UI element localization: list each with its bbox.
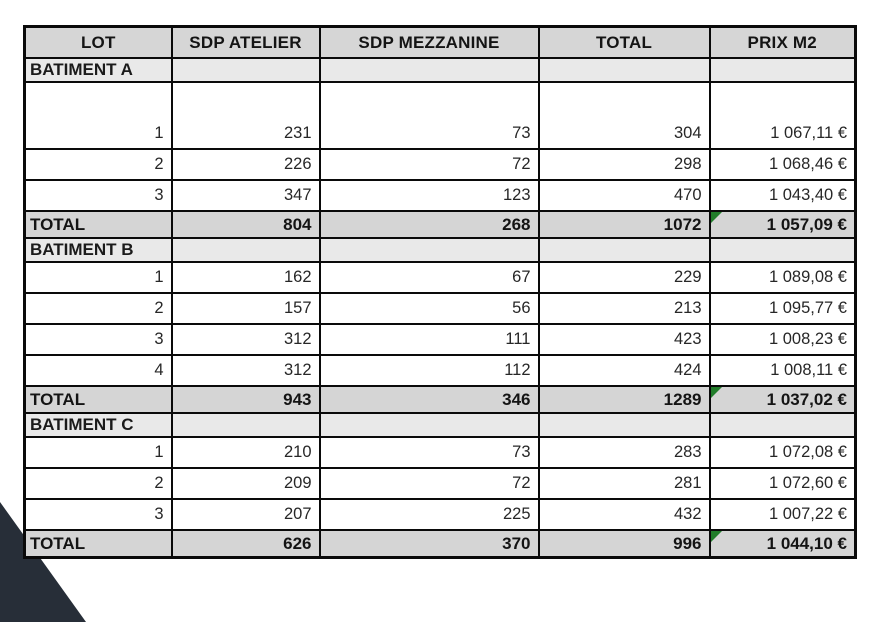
- sdp-atelier-cell: 231: [172, 82, 320, 149]
- sdp-mezzanine-cell: 73: [320, 437, 539, 468]
- sdp-mezzanine-cell: 346: [320, 386, 539, 413]
- data-row: [25, 149, 856, 180]
- sdp-mezzanine-cell: 225: [320, 499, 539, 530]
- prix-m2-value: 1 057,09 €: [766, 214, 847, 234]
- prix-m2-cell: [710, 262, 856, 293]
- column-header-sdp-mezzanine: SDP MEZZANINE: [320, 27, 539, 59]
- data-row: [25, 355, 856, 386]
- lot-cell: 3: [25, 180, 172, 211]
- lot-cell: 1: [25, 82, 172, 149]
- total-cell: 229: [539, 262, 710, 293]
- empty-cell: [320, 58, 539, 82]
- prix-m2-cell: [710, 180, 856, 211]
- total-cell: 298: [539, 149, 710, 180]
- error-indicator-icon: [711, 387, 722, 398]
- error-indicator-icon: [711, 531, 722, 542]
- total-row: [25, 386, 856, 413]
- total-cell: 283: [539, 437, 710, 468]
- data-row: [25, 82, 856, 149]
- section-label: BATIMENT A: [25, 58, 172, 82]
- prix-m2-value: 1 072,08 €: [769, 443, 847, 461]
- column-header-prix-m2: PRIX M2: [710, 27, 856, 59]
- error-indicator-icon: [711, 212, 722, 223]
- sdp-atelier-cell: 209: [172, 468, 320, 499]
- sdp-mezzanine-cell: 56: [320, 293, 539, 324]
- total-cell: 1072: [539, 211, 710, 238]
- sdp-atelier-cell: 943: [172, 386, 320, 413]
- total-label: TOTAL: [25, 530, 172, 558]
- total-label: TOTAL: [25, 386, 172, 413]
- prix-m2-value: 1 044,10 €: [766, 533, 847, 553]
- prix-m2-value: 1 008,11 €: [770, 361, 847, 379]
- prix-m2-cell: [710, 386, 856, 413]
- column-header-sdp-atelier: SDP ATELIER: [172, 27, 320, 59]
- section-row: [25, 413, 856, 437]
- data-row: [25, 499, 856, 530]
- empty-cell: [172, 58, 320, 82]
- prix-m2-cell: [710, 149, 856, 180]
- data-row: [25, 293, 856, 324]
- empty-cell: [320, 413, 539, 437]
- data-row: [25, 437, 856, 468]
- lot-cell: 4: [25, 355, 172, 386]
- sdp-atelier-cell: 162: [172, 262, 320, 293]
- prix-m2-cell: [710, 437, 856, 468]
- sdp-atelier-cell: 312: [172, 355, 320, 386]
- total-row: [25, 530, 856, 558]
- empty-cell: [539, 238, 710, 262]
- column-header-lot: LOT: [25, 27, 172, 59]
- prix-m2-cell: [710, 499, 856, 530]
- prix-m2-value: 1 072,60 €: [769, 474, 847, 492]
- sdp-atelier-cell: 157: [172, 293, 320, 324]
- lot-cell: 3: [25, 499, 172, 530]
- lot-cell: 3: [25, 324, 172, 355]
- section-row: [25, 238, 856, 262]
- total-cell: 213: [539, 293, 710, 324]
- sdp-atelier-cell: 626: [172, 530, 320, 558]
- total-cell: 304: [539, 82, 710, 149]
- data-row: [25, 262, 856, 293]
- sdp-atelier-cell: 312: [172, 324, 320, 355]
- prix-m2-cell: [710, 355, 856, 386]
- prix-m2-cell: [710, 468, 856, 499]
- prix-m2-value: 1 043,40 €: [769, 186, 847, 204]
- total-row: [25, 211, 856, 238]
- empty-cell: [172, 238, 320, 262]
- section-label: BATIMENT C: [25, 413, 172, 437]
- prix-m2-cell: [710, 211, 856, 238]
- prix-m2-value: 1 037,02 €: [766, 389, 847, 409]
- sdp-mezzanine-cell: 67: [320, 262, 539, 293]
- empty-cell: [320, 238, 539, 262]
- column-header-total: TOTAL: [539, 27, 710, 59]
- total-cell: 996: [539, 530, 710, 558]
- lot-cell: 2: [25, 149, 172, 180]
- sdp-atelier-cell: 804: [172, 211, 320, 238]
- prix-m2-cell: [710, 324, 856, 355]
- section-row: [25, 58, 856, 82]
- sdp-mezzanine-cell: 72: [320, 149, 539, 180]
- sdp-mezzanine-cell: 268: [320, 211, 539, 238]
- prix-m2-value: 1 095,77 €: [769, 299, 847, 317]
- sdp-mezzanine-cell: 112: [320, 355, 539, 386]
- header-row: [25, 27, 856, 59]
- data-row: [25, 180, 856, 211]
- prix-m2-cell: [710, 530, 856, 558]
- empty-cell: [172, 413, 320, 437]
- total-cell: 470: [539, 180, 710, 211]
- section-label: BATIMENT B: [25, 238, 172, 262]
- total-cell: 432: [539, 499, 710, 530]
- sdp-atelier-cell: 347: [172, 180, 320, 211]
- data-row: [25, 324, 856, 355]
- sdp-mezzanine-cell: 370: [320, 530, 539, 558]
- total-cell: 1289: [539, 386, 710, 413]
- sdp-mezzanine-cell: 123: [320, 180, 539, 211]
- prix-m2-cell: [710, 82, 856, 149]
- prix-m2-value: 1 008,23 €: [769, 330, 847, 348]
- sdp-atelier-cell: 207: [172, 499, 320, 530]
- prix-m2-cell: [710, 293, 856, 324]
- prix-m2-value: 1 068,46 €: [769, 155, 847, 173]
- sdp-mezzanine-cell: 73: [320, 82, 539, 149]
- total-cell: 424: [539, 355, 710, 386]
- lot-cell: 1: [25, 437, 172, 468]
- total-cell: 423: [539, 324, 710, 355]
- lot-cell: 2: [25, 468, 172, 499]
- lot-cell: 1: [25, 262, 172, 293]
- empty-cell: [539, 58, 710, 82]
- empty-cell: [539, 413, 710, 437]
- total-cell: 281: [539, 468, 710, 499]
- data-row: [25, 468, 856, 499]
- lot-cell: 2: [25, 293, 172, 324]
- prix-m2-value: 1 089,08 €: [769, 268, 847, 286]
- total-label: TOTAL: [25, 211, 172, 238]
- prix-m2-value: 1 067,11 €: [770, 124, 847, 142]
- empty-cell: [710, 413, 856, 437]
- sdp-atelier-cell: 210: [172, 437, 320, 468]
- sdp-mezzanine-cell: 111: [320, 324, 539, 355]
- sdp-atelier-cell: 226: [172, 149, 320, 180]
- sdp-mezzanine-cell: 72: [320, 468, 539, 499]
- lots-surface-table: [23, 25, 857, 559]
- empty-cell: [710, 238, 856, 262]
- empty-cell: [710, 58, 856, 82]
- prix-m2-value: 1 007,22 €: [769, 505, 847, 523]
